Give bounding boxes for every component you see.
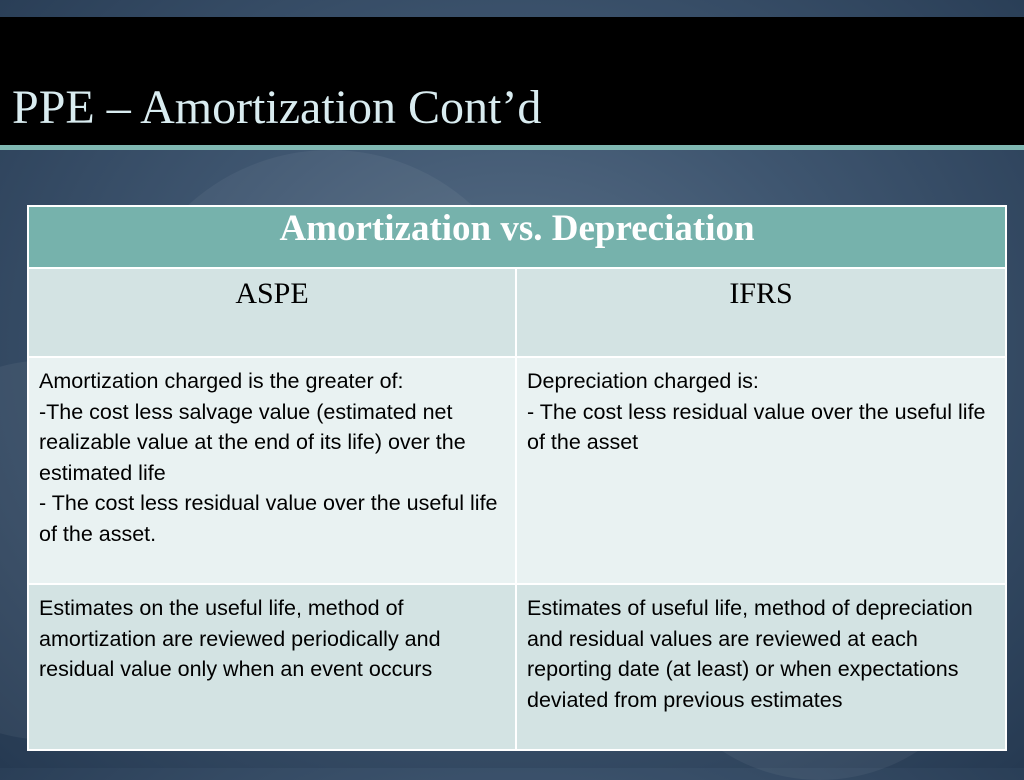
- column-header-ifrs: IFRS: [516, 268, 1006, 357]
- table-header-row: [28, 268, 1006, 357]
- ifrs-charge-cell: Depreciation charged is: - The cost less residual value over the useful life of the asset: [516, 357, 1006, 584]
- aspe-estimates-cell: Estimates on the useful life, method of amortization are reviewed periodically and residual value only when an event occurs: [28, 584, 516, 750]
- table-row: [28, 357, 1006, 584]
- table-row: [28, 584, 1006, 750]
- column-header-aspe: ASPE: [28, 268, 516, 357]
- aspe-charge-cell: Amortization charged is the greater of: -The cost less salvage value (estimated net realizable value at the end of its life) over the estimated life - The cost less residual value over the useful life of the asset.: [28, 357, 516, 584]
- table-title: Amortization vs. Depreciation: [28, 206, 1006, 268]
- table-title-row: [28, 206, 1006, 268]
- ifrs-estimates-cell: Estimates of useful life, method of depreciation and residual values are reviewed at each reporting date (at least) or when expectations deviated from previous estimates: [516, 584, 1006, 750]
- title-divider: [0, 145, 1024, 150]
- comparison-table: [27, 205, 1007, 751]
- slide-title: PPE – Amortization Cont’d: [12, 81, 542, 134]
